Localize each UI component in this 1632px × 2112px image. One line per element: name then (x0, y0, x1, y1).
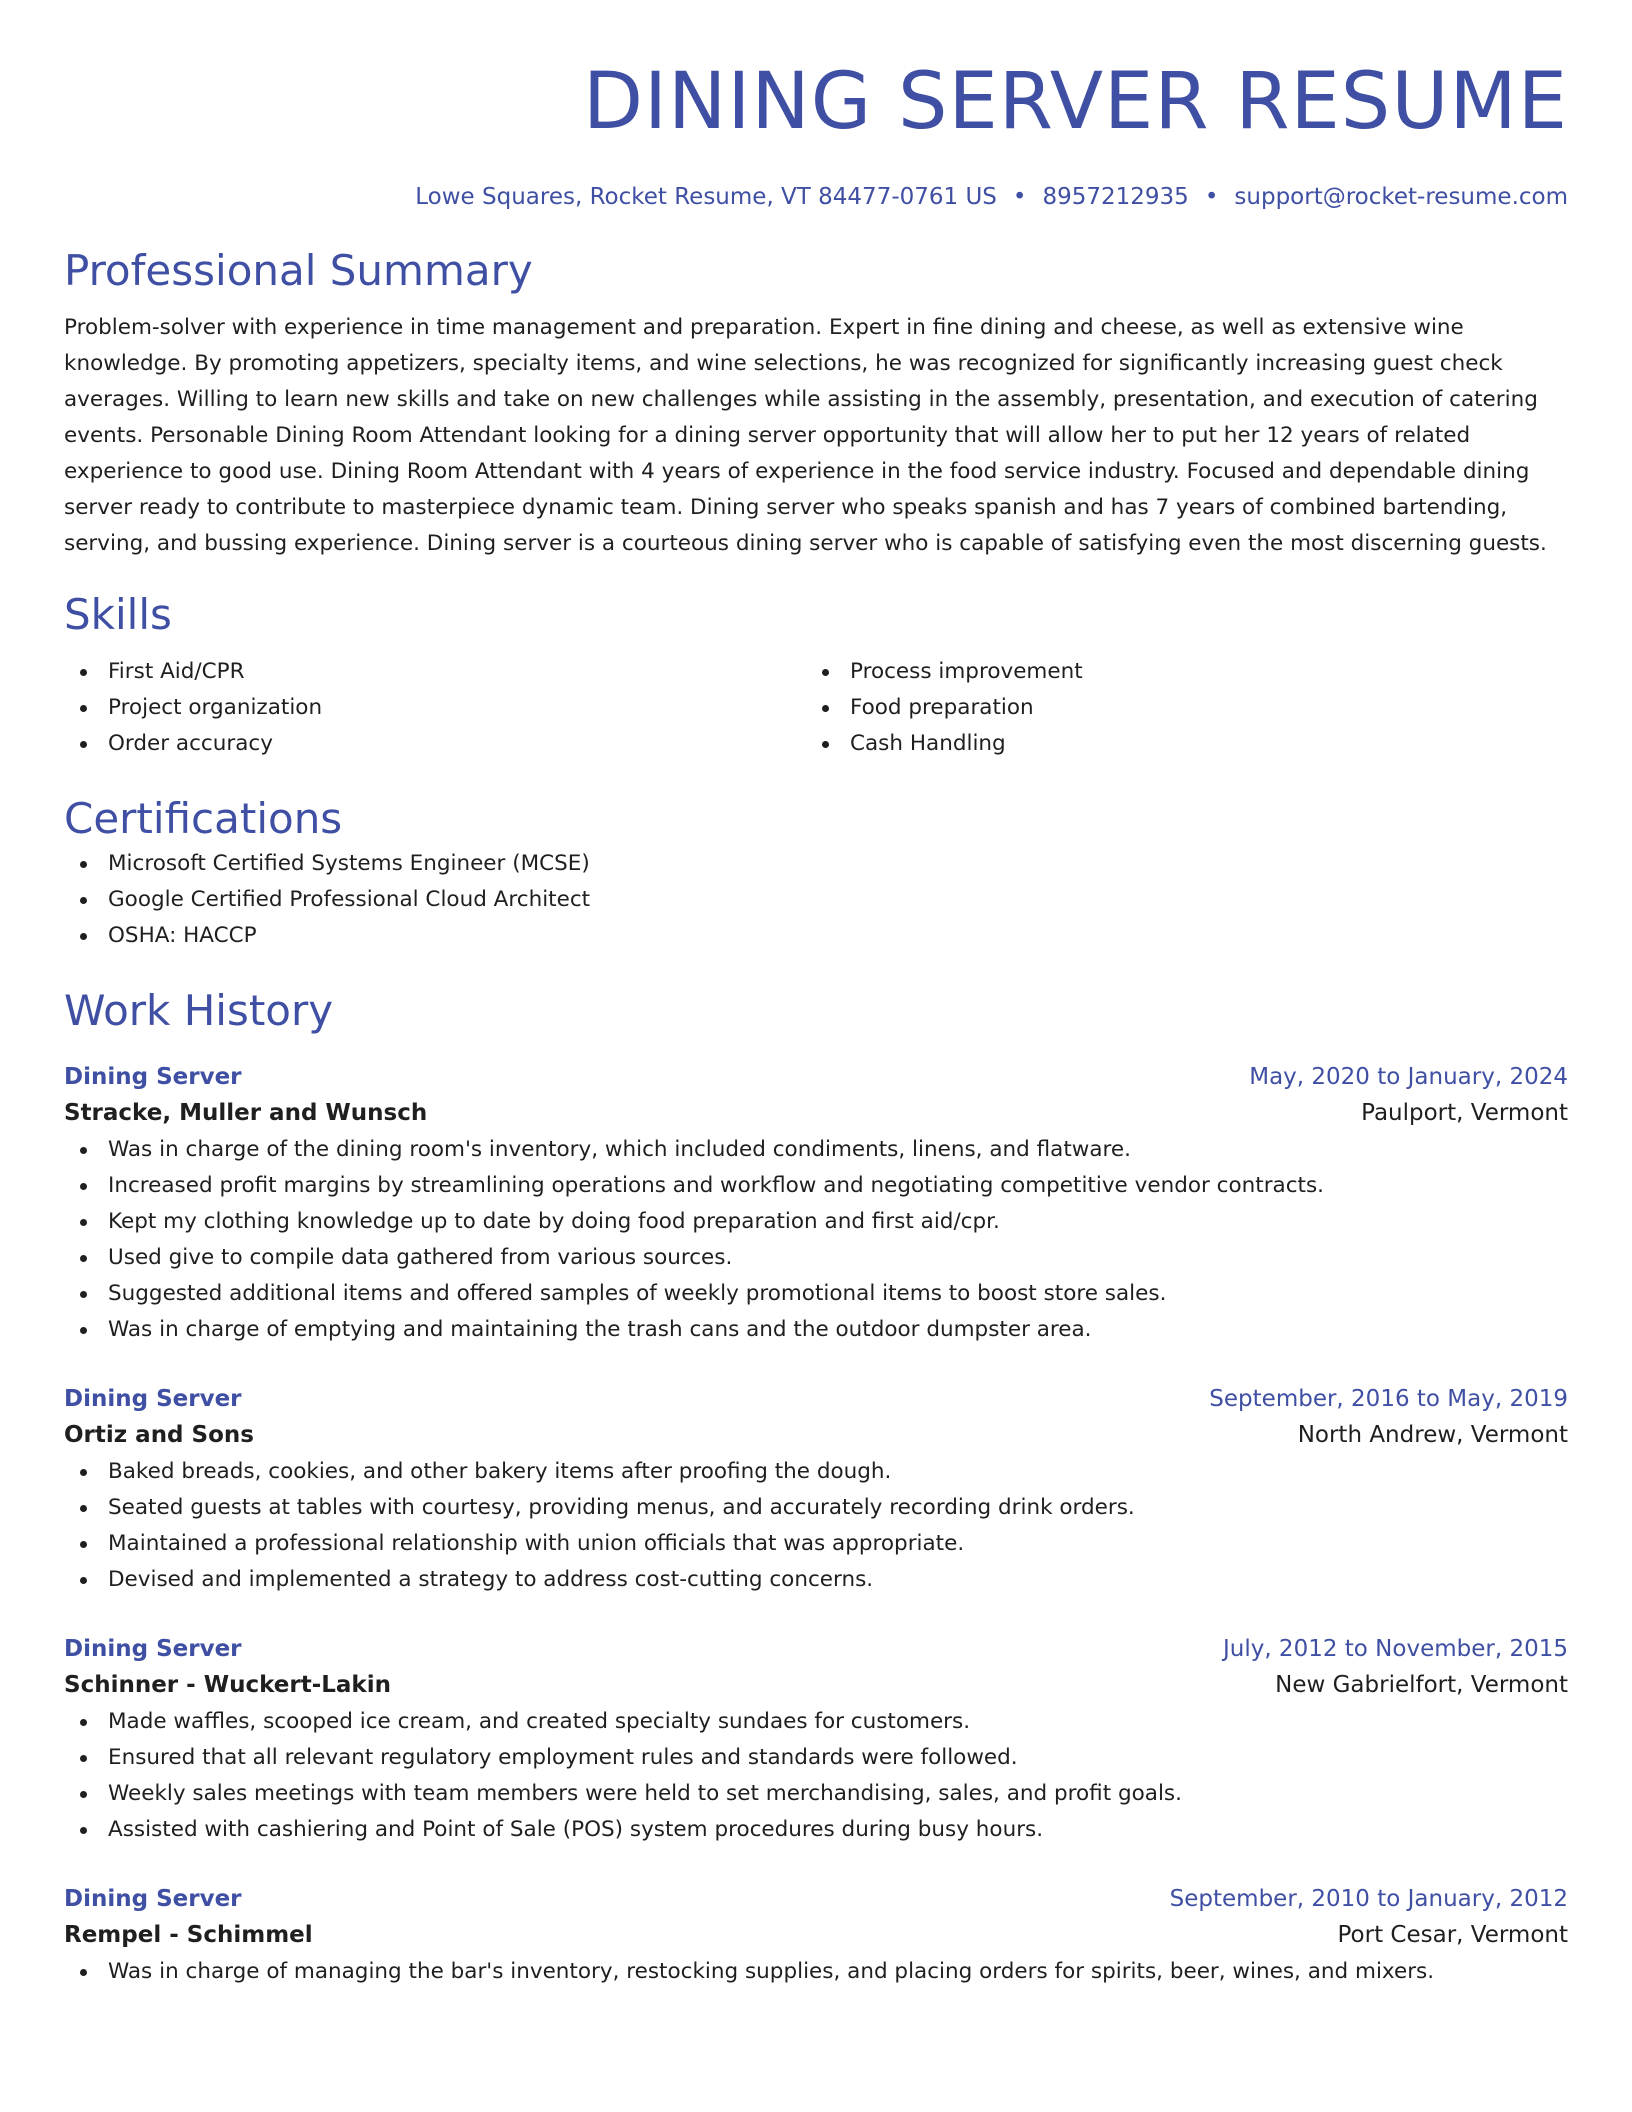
job-bullet: Suggested additional items and offered samples of weekly promotional items to boost store sales. (64, 1276, 1568, 1312)
contact-separator: • (1204, 184, 1219, 210)
job-dates: May, 2020 to January, 2024 (1249, 1064, 1568, 1090)
job-title-row (64, 1882, 1568, 1916)
resume-title: DINING SERVER RESUME (582, 57, 1568, 147)
job-company: Ortiz and Sons (64, 1422, 254, 1448)
job-location: New Gabrielfort, Vermont (1275, 1672, 1568, 1698)
job-bullet: Made waffles, scooped ice cream, and created specialty sundaes for customers. (64, 1704, 1568, 1740)
job-location: North Andrew, Vermont (1297, 1422, 1568, 1448)
job-bullet: Maintained a professional relationship with union officials that was appropriate. (64, 1526, 1568, 1562)
job-bullet: Seated guests at tables with courtesy, providing menus, and accurately recording drink orders. (64, 1490, 1568, 1526)
skills-grid (64, 654, 1568, 762)
job-company-row (64, 1094, 1568, 1132)
certification-item: Google Certified Professional Cloud Architect (64, 882, 1568, 918)
work-history-heading: Work History (64, 986, 334, 1035)
job-bullet: Was in charge of the dining room's inventory, which included condiments, linens, and flatware. (64, 1132, 1568, 1168)
job-bullet: Used give to compile data gathered from various sources. (64, 1240, 1568, 1276)
job-title-row (64, 1382, 1568, 1416)
job-bullets (64, 1132, 1568, 1348)
job-dates: September, 2016 to May, 2019 (1209, 1386, 1568, 1412)
job-dates: September, 2010 to January, 2012 (1169, 1886, 1568, 1912)
job-title: Dining Server (64, 1064, 242, 1090)
job-bullet: Increased profit margins by streamlining operations and workflow and negotiating competitive vendor contracts. (64, 1168, 1568, 1204)
job-bullet: Was in charge of emptying and maintaining the trash cans and the outdoor dumpster area. (64, 1312, 1568, 1348)
skill-item: Food preparation (806, 690, 1568, 726)
job-company-row (64, 1416, 1568, 1454)
job-company: Rempel - Schimmel (64, 1922, 313, 1948)
job-bullets (64, 1954, 1568, 1990)
job-bullet: Kept my clothing knowledge up to date by doing food preparation and first aid/cpr. (64, 1204, 1568, 1240)
job-title: Dining Server (64, 1886, 242, 1912)
job-company: Stracke, Muller and Wunsch (64, 1100, 428, 1126)
contact-email[interactable]: support@rocket-resume.com (1234, 184, 1568, 210)
job-company-row (64, 1916, 1568, 1954)
contact-line (64, 180, 1568, 214)
job-title-row (64, 1632, 1568, 1666)
job-title: Dining Server (64, 1386, 242, 1412)
job-bullets (64, 1454, 1568, 1598)
job-location: Port Cesar, Vermont (1337, 1922, 1568, 1948)
job-title-row (64, 1060, 1568, 1094)
summary-text: Problem-solver with experience in time management and preparation. Expert in fine dining and cheese, as well as extensive wine knowledge. By promoting appetizers, specialty items, and wine selections, he was recognized for significantly increasing guest check averages. Willing to learn new skills and take on new challenges while assisting in the assembly, presentation, and execution of catering events. Personable Dining Room Attendant looking for a dining server opportunity that will allow her to put her 12 years of related experience to good use. Dining Room Attendant with 4 years of experience in the food service industry. Focused and dependable dining server ready to contribute to masterpiece dynamic team. Dining server who speaks spanish and has 7 years of combined bartending, serving, and bussing experience. Dining server is a courteous dining server who is capable of satisfying even the most discerning guests. (64, 315, 1547, 556)
job-company: Schinner - Wuckert-Lakin (64, 1672, 391, 1698)
job-location: Paulport, Vermont (1361, 1100, 1568, 1126)
skills-list-left (64, 654, 806, 762)
job-entry (64, 1882, 1568, 1990)
summary-heading: Professional Summary (64, 246, 533, 295)
certification-item: OSHA: HACCP (64, 918, 1568, 954)
certifications-list (64, 846, 1568, 954)
skill-item: Project organization (64, 690, 806, 726)
job-bullet: Weekly sales meetings with team members were held to set merchandising, sales, and profit goals. (64, 1776, 1568, 1812)
certifications-heading: Certifications (64, 794, 343, 843)
certification-item: Microsoft Certified Systems Engineer (MCSE) (64, 846, 1568, 882)
job-title: Dining Server (64, 1636, 242, 1662)
skill-item: Process improvement (806, 654, 1568, 690)
job-entry (64, 1632, 1568, 1848)
job-entry (64, 1060, 1568, 1348)
job-dates: July, 2012 to November, 2015 (1222, 1636, 1568, 1662)
skill-item: Order accuracy (64, 726, 806, 762)
job-entry (64, 1382, 1568, 1598)
skill-item: Cash Handling (806, 726, 1568, 762)
job-company-row (64, 1666, 1568, 1704)
skill-item: First Aid/CPR (64, 654, 806, 690)
job-bullet: Baked breads, cookies, and other bakery items after proofing the dough. (64, 1454, 1568, 1490)
contact-address: Lowe Squares, Rocket Resume, VT 84477-0761 US (415, 184, 997, 210)
job-bullet: Assisted with cashiering and Point of Sale (POS) system procedures during busy hours. (64, 1812, 1568, 1848)
job-bullet: Was in charge of managing the bar's inventory, restocking supplies, and placing orders for spirits, beer, wines, and mixers. (64, 1954, 1568, 1990)
contact-separator: • (1012, 184, 1027, 210)
job-bullet: Devised and implemented a strategy to address cost-cutting concerns. (64, 1562, 1568, 1598)
job-bullet: Ensured that all relevant regulatory employment rules and standards were followed. (64, 1740, 1568, 1776)
skills-heading: Skills (64, 590, 172, 639)
contact-phone: 8957212935 (1042, 184, 1189, 210)
skills-list-right (806, 654, 1568, 762)
job-bullets (64, 1704, 1568, 1848)
